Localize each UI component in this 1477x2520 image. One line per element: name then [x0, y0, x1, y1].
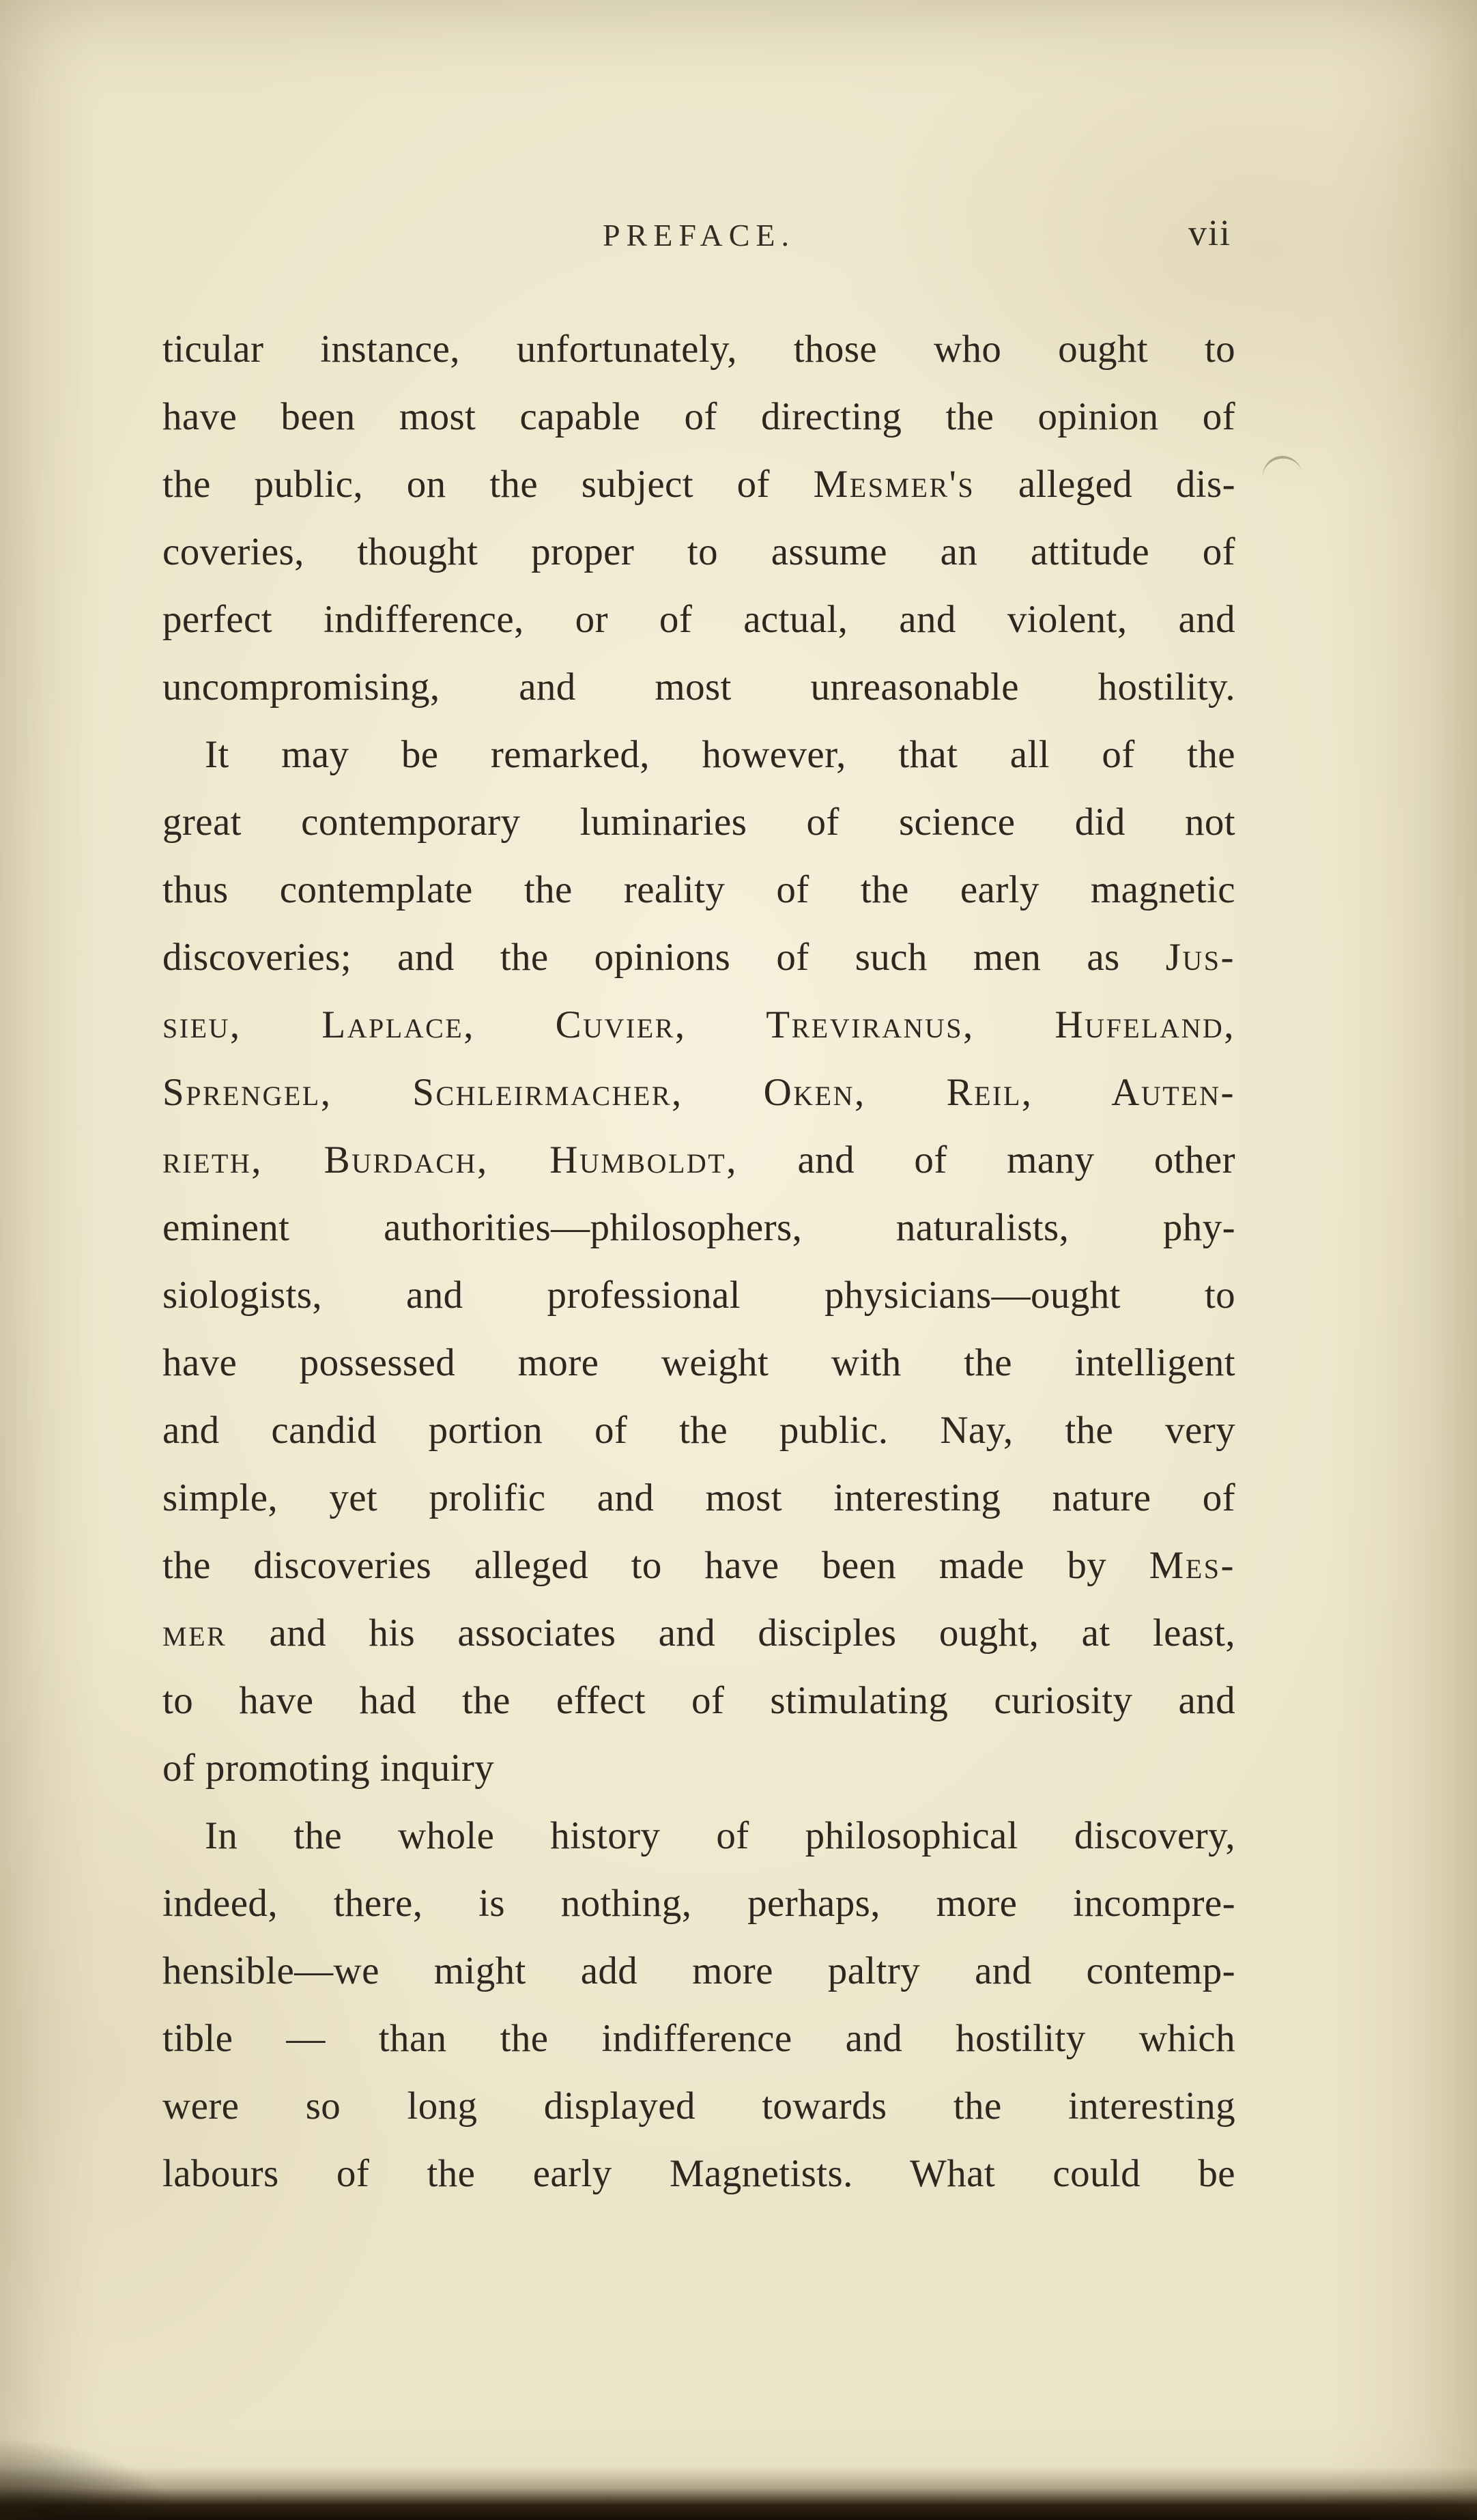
- text-line: [162, 2072, 1235, 2140]
- body-text: siologists, and professional physicians—ought to: [162, 1274, 1235, 1317]
- body-text: simple, yet prolific and most interesting nature of: [162, 1476, 1235, 1519]
- body-text: have been most capable of directing the opinion of: [162, 395, 1235, 438]
- text-line: [162, 1532, 1235, 1599]
- body-text: thus contemplate the reality of the early magnetic: [162, 868, 1235, 911]
- body-text: hensible—we might add more paltry and contemp-: [162, 1949, 1235, 1992]
- text-line: [162, 788, 1235, 856]
- body-text: and candid portion of the public. Nay, the very: [162, 1409, 1235, 1452]
- body-text: coveries, thought proper to assume an attitude of: [162, 530, 1235, 573]
- small-caps-text: sieu, Laplace, Cuvier, Treviranus, Hufeland,: [162, 1003, 1235, 1046]
- text-line: [162, 1802, 1235, 1870]
- text-line: [162, 653, 1235, 721]
- text-line: [162, 1667, 1235, 1734]
- text-line: [162, 1329, 1235, 1397]
- small-caps-text: Sprengel, Schleirmacher, Oken, Reil, Auten-: [162, 1071, 1235, 1114]
- body-text: and of many other: [738, 1139, 1235, 1182]
- text-line: [162, 383, 1235, 450]
- text-line: [162, 721, 1235, 788]
- text-line: [162, 1126, 1235, 1194]
- text-line: [162, 856, 1235, 923]
- body-text: ticular instance, unfortunately, those who ought to: [162, 328, 1235, 371]
- text-line: [162, 1870, 1235, 1937]
- text-line: [162, 1397, 1235, 1464]
- body-text: the public, on the subject of: [162, 463, 814, 506]
- text-line: [162, 1194, 1235, 1261]
- text-line: [162, 518, 1235, 586]
- text-line: [162, 1059, 1235, 1126]
- text-line: [162, 2140, 1235, 2207]
- body-text: of promoting inquiry: [162, 1747, 495, 1790]
- text-line: [162, 586, 1235, 653]
- text-line: [162, 991, 1235, 1059]
- body-text: tible — than the indifference and hostility which: [162, 2017, 1235, 2060]
- body-text: the discoveries alleged to have been made by: [162, 1544, 1149, 1587]
- text-block: [162, 315, 1235, 2207]
- body-text: labours of the early Magnetists. What could be: [162, 2152, 1235, 2195]
- margin-pencil-mark: [1260, 453, 1302, 479]
- page-number: vii: [1188, 212, 1231, 253]
- small-caps-text: mer: [162, 1612, 227, 1655]
- body-text: eminent authorities—philosophers, naturalists, phy-: [162, 1206, 1235, 1249]
- body-text: great contemporary luminaries of science did not: [162, 801, 1235, 844]
- body-text: and his associates and disciples ought, at least,: [227, 1612, 1235, 1655]
- body-text: It may be remarked, however, that all of the: [205, 733, 1235, 776]
- small-caps-text: Mes-: [1149, 1544, 1235, 1587]
- text-line: [162, 1937, 1235, 2005]
- text-line: [162, 450, 1235, 518]
- page-header: [162, 212, 1235, 265]
- body-text: to have had the effect of stimulating curiosity and: [162, 1679, 1235, 1722]
- body-text: In the whole history of philosophical discovery,: [205, 1814, 1235, 1857]
- text-line: [162, 1734, 1235, 1802]
- text-line: [162, 1261, 1235, 1329]
- body-text: discoveries; and the opinions of such men as: [162, 936, 1166, 979]
- body-text: have possessed more weight with the intelligent: [162, 1341, 1235, 1384]
- text-line: [162, 2005, 1235, 2072]
- small-caps-text: Mesmer's: [813, 463, 975, 506]
- running-title: PREFACE.: [602, 218, 796, 253]
- body-text: indeed, there, is nothing, perhaps, more incompre-: [162, 1882, 1235, 1925]
- page-bottom-corner-shadow: [0, 2438, 177, 2520]
- body-text: alleged dis-: [975, 463, 1235, 506]
- body-text: were so long displayed towards the interesting: [162, 2085, 1235, 2128]
- page-bottom-edge: [0, 2467, 1477, 2520]
- body-text: uncompromising, and most unreasonable hostility.: [162, 665, 1235, 708]
- text-line: [162, 1599, 1235, 1667]
- text-line: [162, 923, 1235, 991]
- text-line: [162, 315, 1235, 383]
- small-caps-text: rieth, Burdach, Humboldt,: [162, 1139, 738, 1182]
- body-text: perfect indifference, or of actual, and violent, and: [162, 598, 1235, 641]
- text-line: [162, 1464, 1235, 1532]
- small-caps-text: Jus-: [1165, 936, 1235, 979]
